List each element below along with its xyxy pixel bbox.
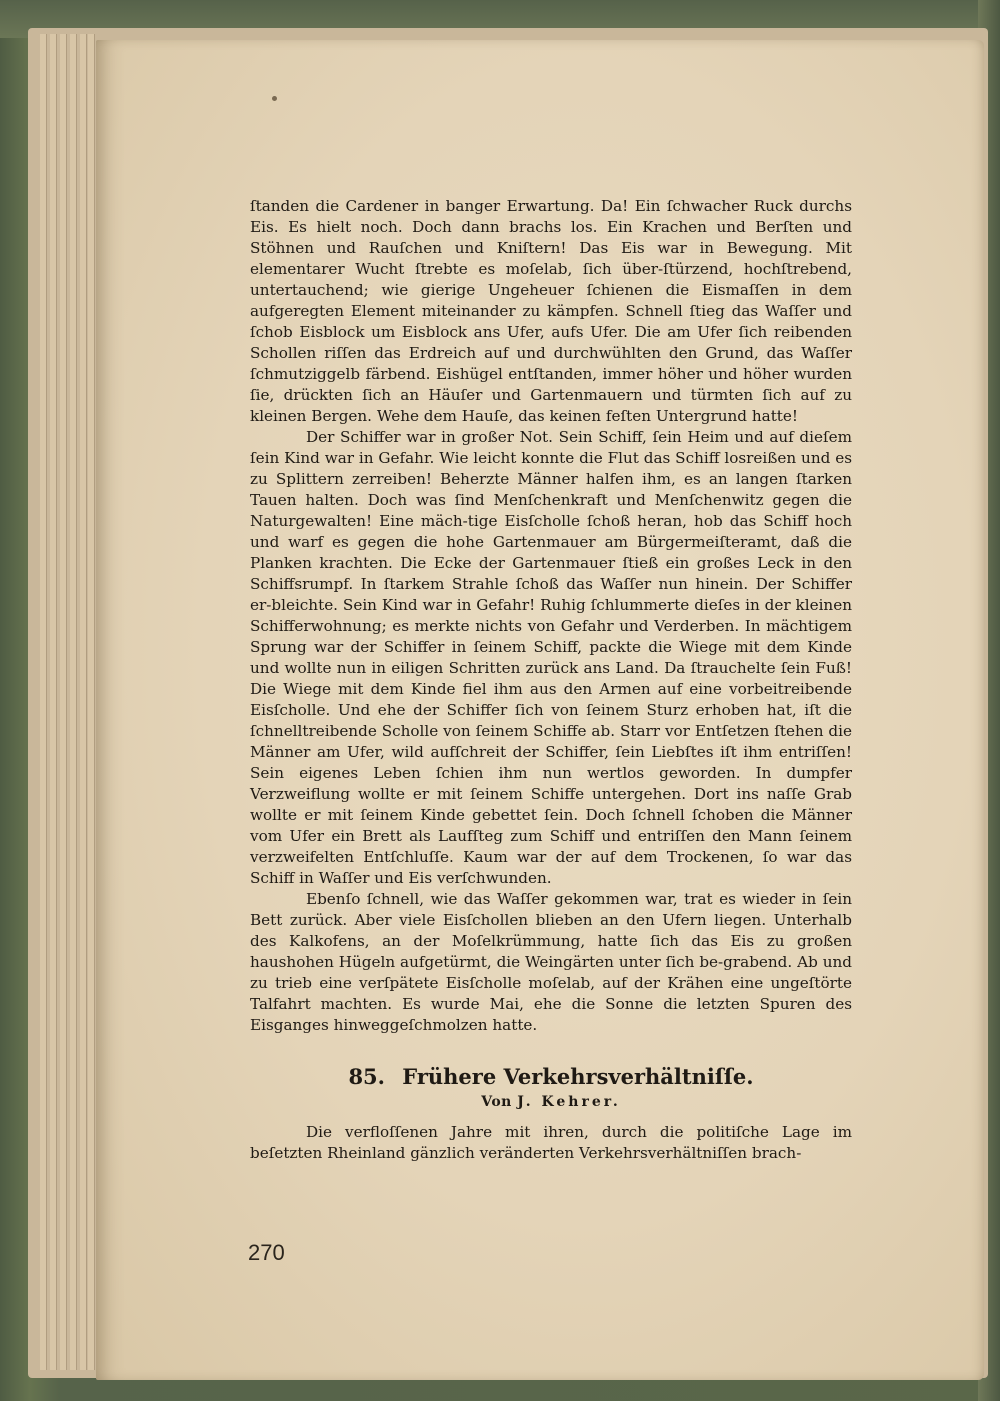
page-number: 270 (248, 1240, 285, 1265)
page-edge (50, 34, 57, 1370)
author-name: J. Kehrer. (517, 1094, 621, 1110)
section-title: Frühere Verkehrsverhältniſſe. (402, 1064, 754, 1089)
page-text (250, 196, 852, 1164)
page-edge (60, 34, 67, 1370)
paragraph: Der Schiffer war in großer Not. Sein Schiff, ſein Heim und auf dieſem ſein Kind war in Gefahr. Wie leicht konnte die Flut das Schiff losreißen und es zu Splittern zerreiben! Beherzte Männer halfen ihm, es an langen ſtarken Tauen halten. Doch was ſind Menſchenkraft und Menſchenwitz gegen die Naturgewalten! Eine mäch-tige Eisſcholle ſchoß heran, hob das Schiff hoch und warf es gegen die hohe Gartenmauer am Bürgermeiſteramt, daß die Planken krachten. Die Ecke der Gartenmauer ſtieß ein großes Leck in den Schiffsrumpf. In ſtarkem Strahle ſchoß das Waſſer nun hinein. Der Schiffer er-bleichte. Sein Kind war in Gefahr! Ruhig ſchlummerte dieſes in der kleinen Schifferwohnung; es merkte nichts von Gefahr und Verderben. In mächtigem Sprung war der Schiffer in ſeinem Schiff, packte die Wiege mit dem Kinde und wollte nun in eiligen Schritten zurück ans Land. Da ſtrauchelte ſein Fuß! Die Wiege mit dem Kinde fiel ihm aus den Armen auf eine vorbeitreibende Eisſcholle. Und ehe der Schiffer ſich von ſeinem Sturz erhoben hat, iſt die ſchnelltreibende Scholle von ſeinem Schiffe ab. Starr vor Entſetzen ſtehen die Männer am Ufer, wild aufſchreit der Schiffer, ſein Liebſtes iſt ihm entriſſen! Sein eigenes Leben ſchien ihm nun wertlos geworden. In dumpfer Verzweiflung wollte er mit ſeinem Schiffe untergehen. Dort ins naſſe Grab wollte er mit ſeinem Kinde gebettet ſein. Doch ſchnell ſchoben die Männer vom Ufer ein Brett als Laufſteg zum Schiff und entriſſen den Mann ſeinem verzweifelten Entſchluſſe. Kaum war der auf dem Trockenen, ſo war das Schiff in Waſſer und Eis verſchwunden. (250, 428, 852, 887)
page-edge (88, 34, 95, 1370)
author-prefix: Von (481, 1094, 512, 1110)
paragraph: Ebenſo ſchnell, wie das Waſſer gekommen war, trat es wieder in ſein Bett zurück. Aber viele Eisſchollen blieben an den Ufern liegen. Unterhalb des Kalkofens, an der Moſelkrümmung, hatte ſich das Eis zu großen haushohen Hügeln aufgetürmt, die Weingärten unter ſich be-grabend. Ab und zu trieb eine verſpätete Eisſcholle moſelab, auf der Krähen eine ungeſtörte Talfahrt machten. Es wurde Mai, ehe die Sonne die letzten Spuren des Eisganges hinweggeſchmolzen hatte. (250, 890, 852, 1034)
paragraph: Die verfloſſenen Jahre mit ihren, durch die politiſche Lage im beſetzten Rheinland gänzlich veränderten Verkehrsverhältniſſen brach- (250, 1123, 852, 1162)
paper-speck (272, 96, 277, 101)
page-edge (80, 34, 87, 1370)
page-edge (70, 34, 77, 1370)
section-heading (250, 1064, 852, 1090)
paragraph: ſtanden die Cardener in banger Erwartung. Da! Ein ſchwacher Ruck durchs Eis. Es hielt noch. Doch dann brachs los. Ein Krachen und Berſten und Stöhnen und Rauſchen und Kniſtern! Das Eis war in Bewegung. Mit elementarer Wucht ſtrebte es moſelab, ſich über-ſtürzend, hochſtrebend, untertauchend; wie gierige Ungeheuer ſchienen die Eismaſſen in dem aufgeregten Element miteinander zu kämpfen. Schnell ſtieg das Waſſer und ſchob Eisblock um Eisblock ans Ufer, aufs Ufer. Die am Ufer ſich reibenden Schollen riſſen das Erdreich auf und durchwühlten den Grund, das Waſſer ſchmutziggelb färbend. Eishügel entſtanden, immer höher und höher wurden ſie, drückten ſich an Häuſer und Gartenmauern und türmten ſich auf zu kleinen Bergen. Wehe dem Hauſe, das keinen feſten Untergrund hatte! (250, 197, 852, 425)
author-line (250, 1092, 852, 1112)
page-edge (40, 34, 47, 1370)
section-number: 85. (348, 1064, 385, 1089)
